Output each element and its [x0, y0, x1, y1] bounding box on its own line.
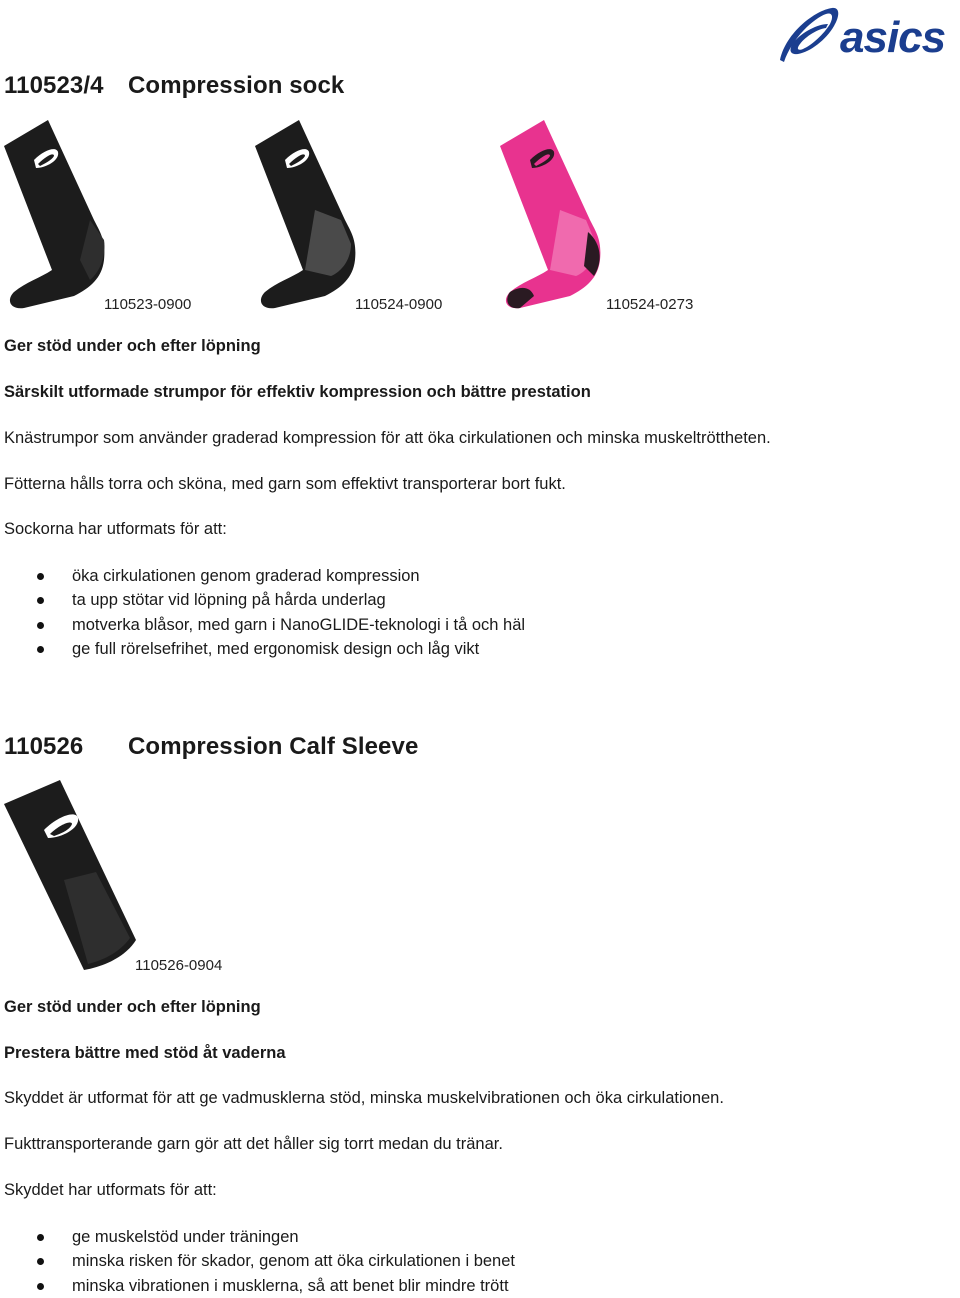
variant-code: 110524-0273: [606, 296, 694, 313]
logo-wordmark: asics: [840, 13, 946, 62]
product-heading: [4, 72, 345, 100]
list-item-text: öka cirkulationen genom graderad kompression: [72, 567, 420, 585]
bullet-icon: [37, 597, 44, 604]
sock-pink-image: [500, 120, 610, 312]
variant-code: 110526-0904: [135, 957, 223, 974]
product-code: 110526: [4, 733, 84, 760]
sock-black-grey-image: [255, 120, 365, 312]
list-item-text: ge muskelstöd under träningen: [72, 1228, 299, 1246]
list-intro: Sockorna har utformats för att:: [4, 520, 227, 538]
calf-sleeve-image: [4, 780, 136, 972]
list-item-text: ge full rörelsefrihet, med ergonomisk design och låg vikt: [72, 639, 480, 658]
bullet-icon: [37, 622, 44, 629]
product-heading: [4, 733, 419, 761]
bullet-icon: [37, 646, 44, 653]
product-headline: Prestera bättre med stöd åt vaderna: [4, 1044, 286, 1062]
product-paragraph: Fötterna hålls torra och sköna, med garn som effektivt transporterar bort fukt.: [4, 475, 566, 493]
list-item-text: minska risken för skador, genom att öka cirkulationen i benet: [72, 1252, 515, 1271]
product-tagline: Ger stöd under och efter löpning: [4, 337, 261, 355]
list-item-text: motverka blåsor, med garn i NanoGLIDE-teknologi i tå och häl: [72, 615, 526, 634]
product-headline: Särskilt utformade strumpor för effektiv kompression och bättre prestation: [4, 383, 591, 401]
variant-code: 110524-0900: [355, 296, 443, 313]
product-paragraph: Skyddet är utformat för att ge vadmusklerna stöd, minska muskelvibrationen och öka cirkulationen.: [4, 1089, 724, 1107]
bullet-icon: [37, 1258, 44, 1265]
bullet-icon: [37, 1283, 44, 1290]
product-name: Compression Calf Sleeve: [128, 733, 419, 760]
product-tagline: Ger stöd under och efter löpning: [4, 998, 261, 1016]
list-item-text: ta upp stötar vid löpning på hårda underlag: [72, 591, 386, 610]
sock-black-image: [4, 120, 114, 312]
product-paragraph: Knästrumpor som använder graderad kompression för att öka cirkulationen och minska muskeltröttheten.: [4, 429, 771, 447]
product-paragraph: Fukttransporterande garn gör att det håller sig torrt medan du tränar.: [4, 1135, 503, 1153]
product-code: 110523/4: [4, 72, 104, 99]
bullet-icon: [37, 573, 44, 580]
list-intro: Skyddet har utformats för att:: [4, 1181, 217, 1199]
list-item-text: minska vibrationen i musklerna, så att benet blir mindre trött: [72, 1276, 509, 1295]
variant-code: 110523-0900: [104, 296, 192, 313]
bullet-icon: [37, 1234, 44, 1241]
product-name: Compression sock: [128, 72, 345, 99]
asics-logo: [776, 2, 958, 66]
